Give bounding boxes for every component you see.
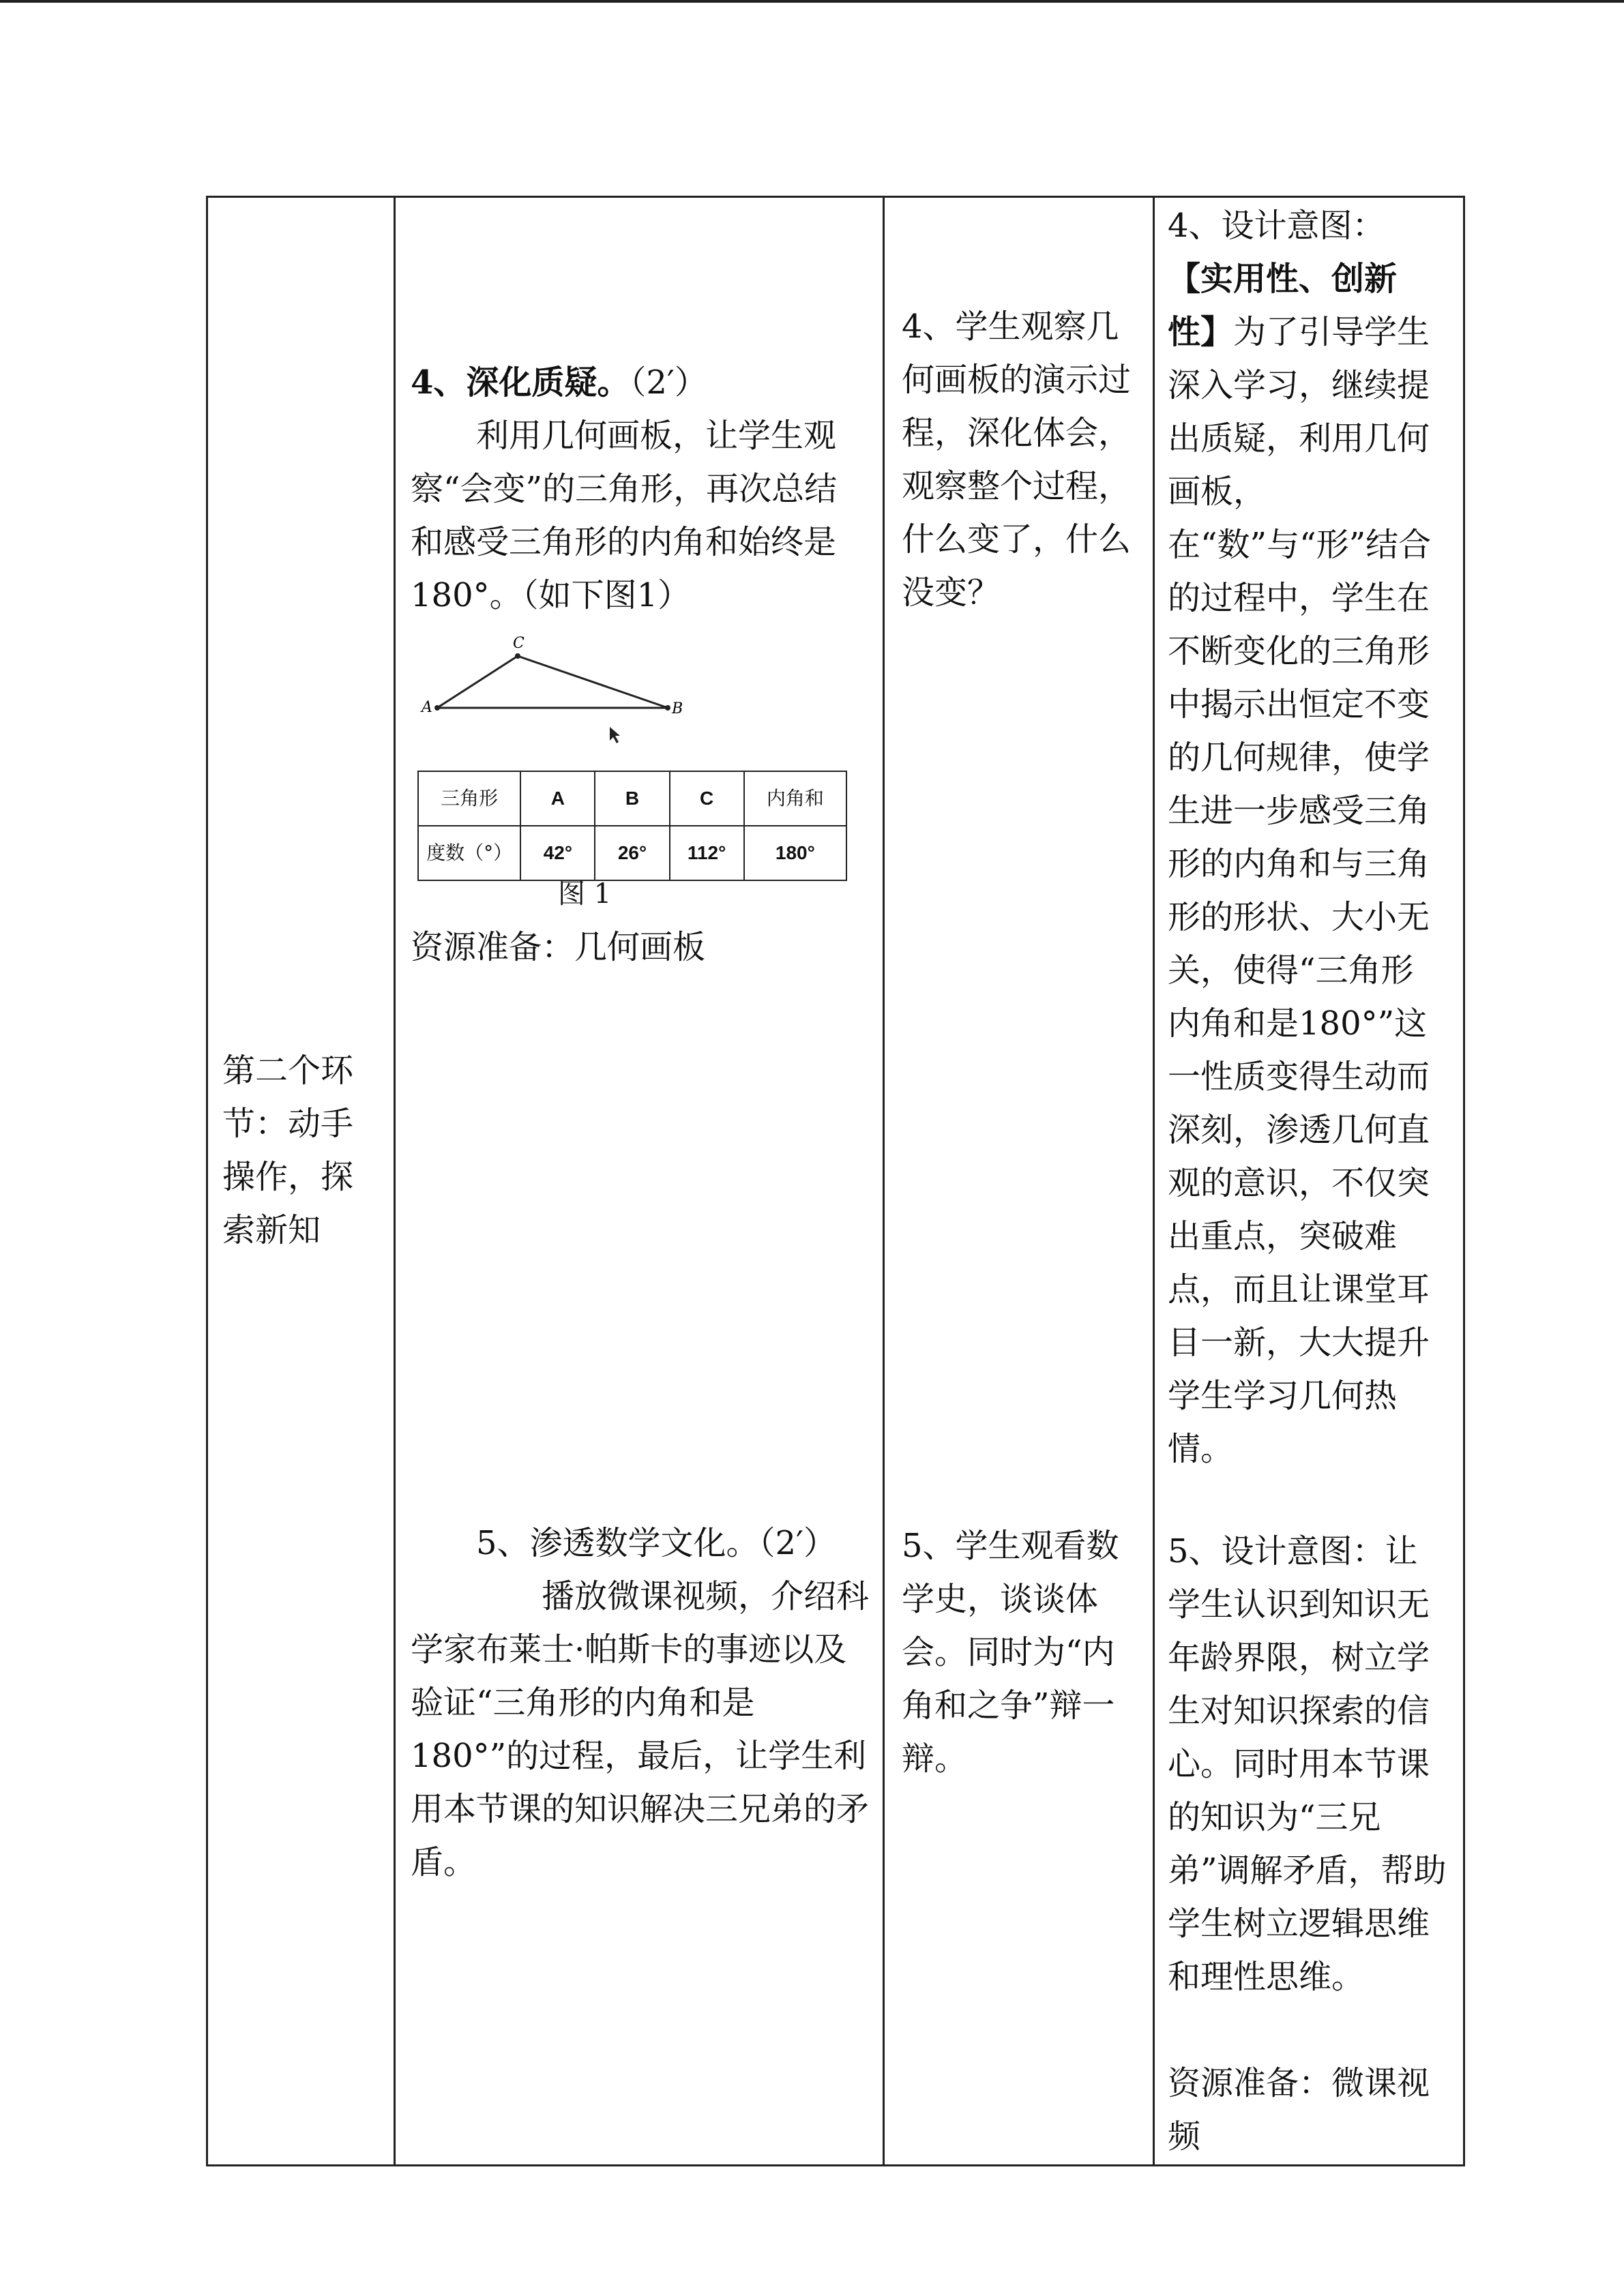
figure-caption: 图 1 xyxy=(558,878,612,910)
triangle-side-cb xyxy=(518,656,668,708)
angle-table-row-label: 度数（°） xyxy=(418,826,520,880)
triangle-diagram xyxy=(420,625,707,747)
angle-table-cell: 112° xyxy=(670,826,744,880)
page-top-border xyxy=(0,0,1624,3)
section4-design-paragraph xyxy=(1168,252,1442,1476)
stage-cell xyxy=(222,1044,379,1257)
vertex-label-b: B xyxy=(672,700,683,717)
section4-design-cell xyxy=(1168,199,1442,1476)
angle-table-header: 三角形 xyxy=(418,771,520,826)
angle-table-header: C xyxy=(670,771,744,826)
section5-student-cell xyxy=(902,1519,1145,1785)
section4-student-cell xyxy=(902,300,1145,619)
angle-table-cell: 26° xyxy=(595,826,669,880)
vertex-label-c: C xyxy=(513,635,525,652)
table-right-border xyxy=(1463,196,1465,2166)
section4-heading-line xyxy=(411,356,869,409)
section5-design-cell xyxy=(1168,1525,1449,2163)
col-divider-3 xyxy=(1153,196,1155,2166)
angle-table-header: B xyxy=(595,771,669,826)
vertex-a xyxy=(434,705,440,711)
section5-design-text: 5、设计意图：让学生认识到知识无年龄界限，树立学生对知识探索的信心。同时用本节课的知识为“三兄弟”调解矛盾，帮助学生树立逻辑思维和理性思维。 xyxy=(1168,1532,1447,1996)
section4-content-cell xyxy=(411,356,869,974)
vertex-c xyxy=(515,653,520,659)
section4-design-keywords: 【实用性、创新性】 xyxy=(1168,260,1398,351)
section4-student-activity: 4、学生观察几何画板的演示过程，深化体会，观察整个过程，什么变了，什么没变？ xyxy=(902,308,1132,612)
angle-table-cell: 42° xyxy=(520,826,595,880)
section4-heading: 4、深化质疑。 xyxy=(411,363,630,402)
stage-label: 第二个环节：动手操作，探索新知 xyxy=(222,1052,354,1249)
angle-table xyxy=(417,771,847,881)
section5-heading: 5、渗透数学文化。（2′） xyxy=(476,1524,836,1562)
angle-table-value-row xyxy=(418,826,846,880)
section4-design-title: 4、设计意图： xyxy=(1168,207,1385,245)
col-divider-1 xyxy=(394,196,396,2166)
section5-content-cell xyxy=(411,1517,869,1889)
angle-table-cell: 180° xyxy=(744,826,846,880)
table-left-border xyxy=(206,196,208,2166)
angle-table-header-row xyxy=(418,771,846,826)
vertex-b xyxy=(665,705,670,711)
section4-time: （2′） xyxy=(630,363,707,402)
triangle-side-ca xyxy=(437,656,518,708)
section5-student-activity: 5、学生观看数学史，谈谈体会。同时为“内角和之争”辩一辩。 xyxy=(902,1527,1119,1778)
section5-body: 播放微课视频，介绍科学家布莱士·帕斯卡的事迹以及验证“三角形的内角和是180°”的过程，最后，让学生利用本节课的知识解决三兄弟的矛盾。 xyxy=(411,1577,870,1881)
figure-1 xyxy=(411,622,861,867)
col-divider-2 xyxy=(883,196,885,2166)
section4-body: 利用几何画板，让学生观察“会变”的三角形，再次总结和感受三角形的内角和始终是180°。（如下图1） xyxy=(411,417,838,614)
angle-table-header: 内角和 xyxy=(744,771,846,826)
angle-table-header: A xyxy=(520,771,595,826)
vertex-label-a: A xyxy=(422,699,432,716)
section4-design-text: 为了引导学生深入学习，继续提出质疑，利用几何画板，在“数”与“形”结合的过程中，学生在不断变化的三角形中揭示出恒定不变的几何规律，使学生进一步感受三角形的内角和与三角形的形状、大小无关，使得“三角形内角和是180°”这一性质变得生动而深刻，渗透几何直观的意识，不仅突出重点，突破难点，而且让课堂耳目一新，大大提升学生学习几何热情。 xyxy=(1168,313,1432,1468)
cursor-icon xyxy=(610,727,620,743)
section5-resource: 资源准备：微课视频 xyxy=(1168,2064,1430,2156)
section4-resource: 资源准备：几何画板 xyxy=(411,928,706,966)
